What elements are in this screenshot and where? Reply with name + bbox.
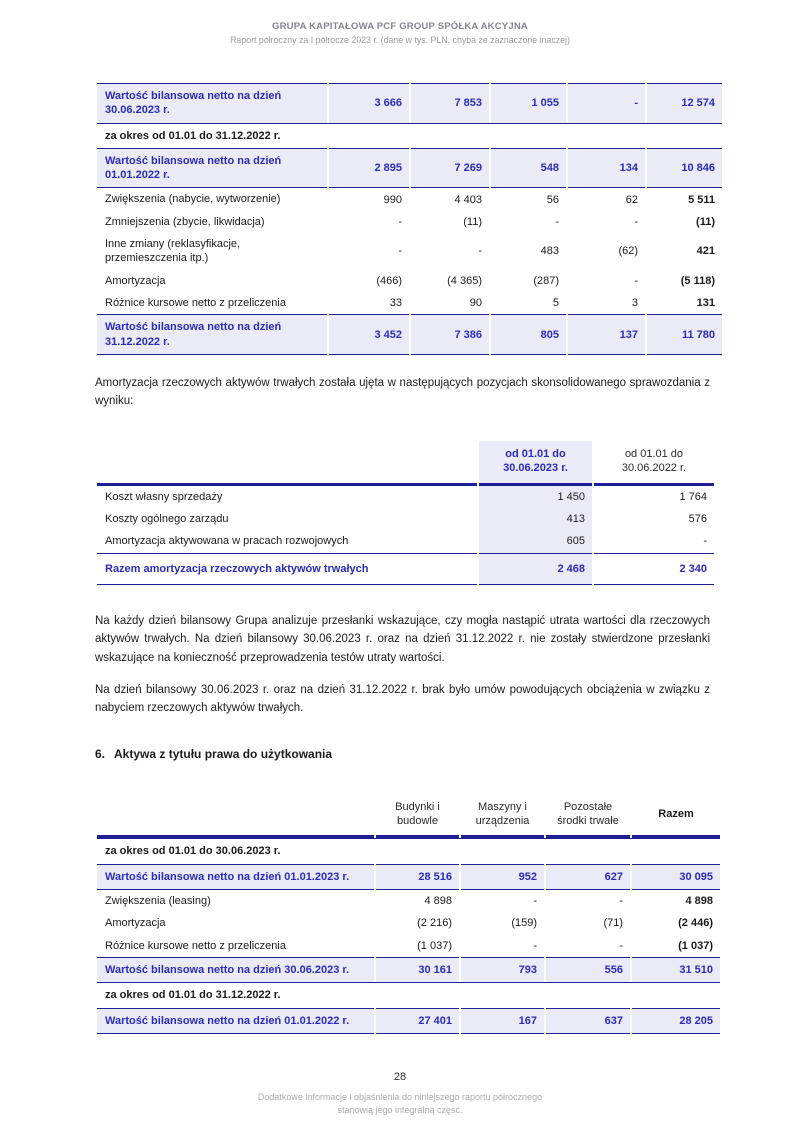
cell-value: (287) — [533, 274, 559, 287]
cell-value: 5 — [552, 297, 559, 310]
cell-value: 90 — [469, 297, 482, 310]
cell-value: 11 780 — [647, 314, 722, 355]
cell-value: 7 853 — [411, 83, 489, 123]
cell-value: 28 516 — [376, 864, 459, 890]
cell-value: (466) — [376, 274, 402, 287]
row-label: Różnice kursowe netto z przeliczenia — [105, 296, 286, 309]
cell-value: - — [634, 274, 638, 287]
cell-value: 548 — [491, 148, 566, 189]
cell-value: 2 895 — [329, 148, 409, 189]
table-row — [97, 982, 720, 1007]
row-label: Różnice kursowe netto z przeliczenia — [105, 939, 286, 952]
page-header — [0, 0, 800, 45]
section-number: 6. — [95, 746, 106, 761]
cell-value: (11) — [463, 215, 482, 228]
table-row — [97, 838, 720, 863]
row-label: Amortyzacja aktywowana w pracach rozwojowych — [105, 535, 349, 548]
table-row — [97, 292, 722, 314]
cell-value: (159) — [511, 917, 537, 930]
cell-value: - — [568, 83, 645, 123]
row-label: Wartość bilansowa netto na dzień 01.01.2023 r. — [97, 864, 374, 890]
cell-value: 30 161 — [376, 957, 459, 982]
cell-value: 33 — [389, 297, 402, 310]
table-row — [97, 233, 722, 270]
header-spacer-cell — [97, 441, 477, 486]
row-label: Wartość bilansowa netto na dzień 30.06.2023 r. — [97, 83, 327, 123]
cell-value: 627 — [546, 864, 630, 890]
column-header: Budynki i budowle — [376, 794, 459, 839]
cell-value: 605 — [479, 530, 592, 552]
cell-value: - — [398, 245, 402, 258]
section-heading-right-of-use — [95, 747, 710, 761]
column-header: Maszyny i urządzenia — [461, 794, 544, 839]
table-row — [97, 912, 720, 934]
commitments-paragraph: Na dzień bilansowy 30.06.2023 r. oraz na dzień 31.12.2022 r. brak było umów powodujących obciążenia w związku z nabyciem rzeczowych aktywów trwałych. — [95, 683, 710, 715]
cell-value: 1 764 — [679, 490, 707, 503]
cell-value: (4 365) — [447, 274, 482, 287]
cell-value: 2 468 — [479, 553, 592, 585]
right-of-use-assets-table — [95, 794, 722, 1034]
page-content — [95, 83, 715, 1034]
cell-value: 3 452 — [329, 314, 409, 355]
table-row — [97, 890, 720, 912]
row-label: Inne zmiany (reklasyfikacje, przemieszczenia itp.) — [105, 238, 241, 265]
amortization-intro-paragraph: Amortyzacja rzeczowych aktywów trwałych została ujęta w następujących pozycjach skonsolidowanego sprawozdania z wyniku: — [95, 376, 710, 408]
row-label: Koszt własny sprzedaży — [105, 490, 223, 503]
cell-value: 3 — [631, 297, 638, 310]
cell-value: (2 216) — [417, 917, 452, 930]
cell-value: 12 574 — [647, 83, 722, 123]
amortization-allocation-table — [95, 441, 716, 585]
cell-value: 5 511 — [688, 193, 715, 206]
table-row — [97, 188, 722, 210]
section-period-label: za okres od 01.01 do 30.06.2023 r. — [97, 838, 720, 863]
row-label: Wartość bilansowa netto na dzień 01.01.2022 r. — [97, 148, 327, 189]
section-period-label: za okres od 01.01 do 31.12.2022 r. — [97, 123, 722, 148]
cell-value: 4 403 — [454, 193, 482, 206]
cell-value: 28 205 — [632, 1008, 720, 1034]
page-header-subtitle: Raport półroczny za I półrocze 2023 r. (dane w tys. PLN, chyba że zaznaczone inaczej) — [230, 35, 570, 45]
impairment-paragraph: Na każdy dzień bilansowy Grupa analizuje przesłanki wskazujące, czy mogła nastąpić utrata wartości dla rzeczowych aktywów trwałych. Na dzień bilansowy 30.06.2023 r. oraz na dzień 31.12.2022 r. nie zostały stwierdzone przesłanki wskazujące na konieczność przeprowadzenia testów utraty wartości. — [95, 614, 710, 665]
table-row — [97, 270, 722, 292]
table-row — [97, 508, 714, 530]
row-label: Amortyzacja — [105, 274, 166, 287]
cell-value: - — [533, 895, 537, 908]
cell-value: 556 — [546, 957, 630, 982]
cell-value: - — [533, 939, 537, 952]
column-header: Razem — [632, 794, 720, 839]
cell-value: 167 — [461, 1008, 544, 1034]
table-row — [97, 935, 720, 957]
cell-value: (2 446) — [678, 917, 713, 930]
cell-value: - — [398, 215, 402, 228]
table-row — [97, 1008, 720, 1034]
row-label: Wartość bilansowa netto na dzień 30.06.2023 r. — [97, 957, 374, 982]
cell-value: - — [703, 535, 707, 548]
column-header: od 01.01 do 30.06.2023 r. — [479, 441, 592, 486]
cell-value: 1 450 — [479, 486, 592, 508]
cell-value: 4 898 — [685, 895, 713, 908]
cell-value: 30 095 — [632, 864, 720, 890]
table-header-row — [97, 441, 714, 486]
table-row — [97, 957, 720, 982]
cell-value: - — [555, 215, 559, 228]
cell-value: 1 055 — [491, 83, 566, 123]
cell-value: 990 — [383, 193, 402, 206]
cell-value: (1 037) — [678, 939, 713, 952]
cell-value: 131 — [696, 297, 715, 310]
cell-value: 637 — [546, 1008, 630, 1034]
cell-value: 56 — [546, 193, 559, 206]
table-row — [97, 553, 714, 585]
cell-value: (1 037) — [417, 939, 452, 952]
table-row — [97, 530, 714, 552]
header-spacer-cell — [97, 794, 374, 839]
cell-value: 10 846 — [647, 148, 722, 189]
table-row — [97, 864, 720, 890]
cell-value: 413 — [479, 508, 592, 530]
row-label: Zwiększenia (nabycie, wytworzenie) — [105, 193, 281, 206]
row-label: Zmniejszenia (zbycie, likwidacja) — [105, 215, 265, 228]
cell-value: 62 — [625, 193, 638, 206]
cell-value: 421 — [696, 245, 715, 258]
cell-value: 7 269 — [411, 148, 489, 189]
row-label: Razem amortyzacja rzeczowych aktywów trwałych — [97, 553, 477, 585]
cell-value: 31 510 — [632, 957, 720, 982]
page-header-title: GRUPA KAPITAŁOWA PCF GROUP SPÓŁKA AKCYJNA — [272, 21, 528, 32]
cell-value: - — [634, 215, 638, 228]
cell-value: 134 — [568, 148, 645, 189]
section-title: Aktywa z tytułu prawa do użytkowania — [114, 746, 333, 761]
cell-value: (11) — [696, 215, 715, 228]
column-header: Pozostałe środki trwałe — [546, 794, 630, 839]
row-label: Wartość bilansowa netto na dzień 01.01.2022 r. — [97, 1008, 374, 1034]
table-row — [97, 148, 722, 189]
cell-value: 483 — [540, 245, 559, 258]
cell-value: 4 898 — [424, 895, 452, 908]
cell-value: 3 666 — [329, 83, 409, 123]
column-header: od 01.01 do 30.06.2022 r. — [594, 441, 714, 486]
table-row — [97, 314, 722, 355]
cell-value: (62) — [618, 245, 638, 258]
row-label: Zwiększenia (leasing) — [105, 895, 211, 908]
table-header-row — [97, 794, 720, 839]
cell-value: 7 386 — [411, 314, 489, 355]
section-period-label: za okres od 01.01 do 31.12.2022 r. — [97, 982, 720, 1007]
page-number: 28 — [393, 1070, 407, 1083]
page-footer — [0, 1071, 800, 1131]
row-label: Wartość bilansowa netto na dzień 31.12.2022 r. — [97, 314, 327, 355]
cell-value: (5 118) — [680, 274, 715, 287]
row-label: Amortyzacja — [105, 917, 166, 930]
cell-value: 576 — [688, 513, 707, 526]
cell-value: 793 — [461, 957, 544, 982]
cell-value: 805 — [491, 314, 566, 355]
cell-value: - — [619, 939, 623, 952]
fixed-assets-movement-table — [95, 83, 724, 355]
table-row — [97, 123, 722, 148]
table-row — [97, 83, 722, 123]
table-row — [97, 486, 714, 508]
cell-value: 952 — [461, 864, 544, 890]
table-row — [97, 211, 722, 233]
cell-value: - — [478, 245, 482, 258]
cell-value: 27 401 — [376, 1008, 459, 1034]
cell-value: (71) — [603, 917, 623, 930]
footer-note: Dodatkowe informacje i objaśnienia do niniejszego raportu półrocznego stanowią jego integralną część. — [257, 1091, 543, 1115]
cell-value: 137 — [568, 314, 645, 355]
cell-value: 2 340 — [594, 553, 714, 585]
cell-value: - — [619, 895, 623, 908]
row-label: Koszty ogólnego zarządu — [105, 512, 229, 525]
